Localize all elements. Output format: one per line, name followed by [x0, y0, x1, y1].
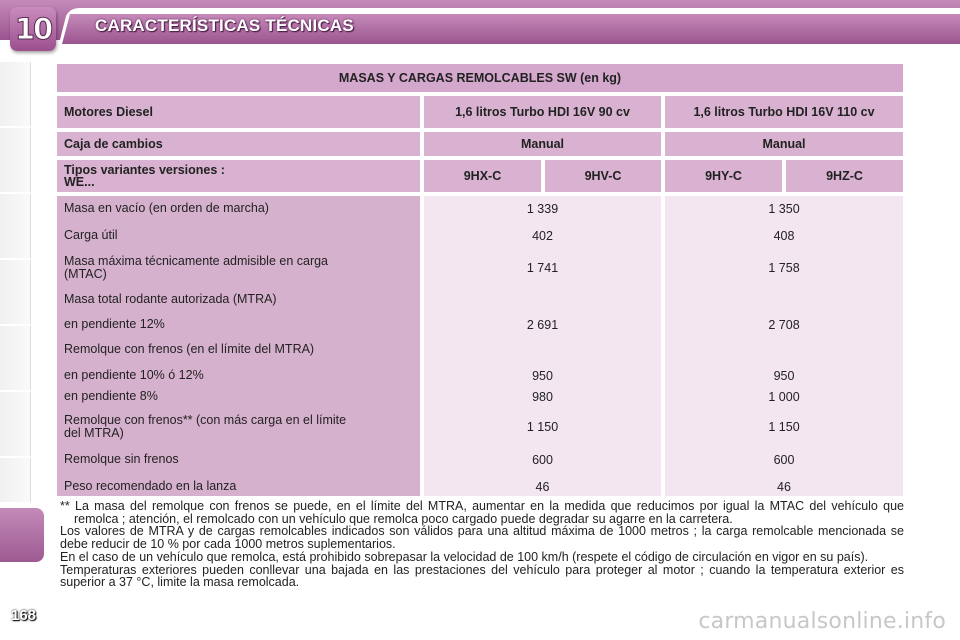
row-value: 408 [773, 229, 795, 243]
row-label: en pendiente 8% [64, 389, 158, 403]
side-tab[interactable] [0, 128, 31, 192]
row-value: 600 [532, 453, 553, 467]
gearbox-label: Caja de cambios [57, 132, 420, 156]
variant-9hz: 9HZ-C [786, 160, 903, 192]
row-value: 1 350 [768, 202, 800, 216]
row-label: Masa total rodante autorizada (MTRA) [64, 292, 277, 306]
engine-90: 1,6 litros Turbo HDI 16V 90 cv [424, 96, 661, 128]
row-value: 1 000 [768, 390, 800, 404]
row-value: 1 150 [768, 420, 800, 434]
row-value: 950 [532, 369, 553, 383]
engine-110: 1,6 litros Turbo HDI 16V 110 cv [665, 96, 903, 128]
row-label: Masa máxima técnicamente admisible en carga (MTAC) [64, 254, 329, 281]
gearbox-2: Manual [665, 132, 903, 156]
row-value: 600 [773, 453, 795, 467]
row-value: 2 691 [526, 318, 559, 332]
gearbox-1: Manual [424, 132, 661, 156]
row-value: 1 741 [526, 261, 559, 275]
side-tab[interactable] [0, 326, 31, 390]
note-paragraph: Los valores de MTRA y de cargas remolcables indicados son válidos para una altitud máxima de 1000 metros ; la carga remolcable mencionada se debe reducir de 10 % por cada 1000 metros suplementarios. [60, 524, 904, 552]
engines-label: Motores Diesel [57, 96, 420, 128]
page-number: 168 [11, 607, 37, 624]
side-tab[interactable] [0, 260, 31, 324]
row-value: 1 758 [768, 261, 800, 275]
row-label: Remolque sin frenos [64, 452, 179, 466]
row-label: Remolque con frenos (en el límite del MTRA) [64, 342, 315, 356]
variants-label: Tipos variantes versiones : WE... [57, 160, 420, 192]
note-paragraph: En el caso de un vehículo que remolca, está prohibido sobrepasar la velocidad de 100 km/h (respete el código de circulación en vigor en su país). [60, 549, 869, 564]
table-title: MASAS Y CARGAS REMOLCABLES SW (en kg) [57, 64, 903, 92]
watermark: carmanualsonline.info [698, 609, 946, 634]
chapter-badge: 10 [10, 7, 56, 51]
side-tab[interactable] [0, 392, 31, 456]
row-value: 980 [532, 390, 553, 404]
variant-9hx: 9HX-C [424, 160, 541, 192]
row-label: en pendiente 12% [64, 317, 165, 331]
row-value: 2 708 [768, 318, 800, 332]
row-value: 1 339 [526, 202, 559, 216]
notes [60, 500, 904, 589]
row-value: 402 [532, 229, 553, 243]
side-tab[interactable] [0, 62, 31, 126]
note-paragraph: Temperaturas exteriores pueden conllevar una bajada en las prestaciones del vehículo para proteger al motor ; cuando la temperatura exterior es superior a 37 °C, limite la masa remolcada. [60, 562, 904, 590]
side-tab[interactable] [0, 194, 31, 258]
row-label: Masa en vacío (en orden de marcha) [64, 201, 269, 215]
row-value: 46 [535, 480, 550, 494]
row-value: 950 [773, 369, 795, 383]
row-value: 1 150 [526, 420, 559, 434]
row-label: en pendiente 10% ó 12% [64, 368, 204, 382]
row-label: Remolque con frenos** (con más carga en el límite del MTRA) [64, 413, 347, 440]
variant-9hv: 9HV-C [545, 160, 661, 192]
side-tab-active[interactable] [0, 508, 44, 562]
row-label: Carga útil [64, 228, 118, 242]
row-value: 46 [777, 480, 791, 494]
row-label: Peso recomendado en la lanza [64, 479, 237, 493]
page-title: CARACTERÍSTICAS TÉCNICAS [95, 16, 354, 35]
variant-9hy: 9HY-C [665, 160, 782, 192]
side-tab[interactable] [0, 458, 31, 502]
footnote: ** La masa del remolque con frenos se puede, en el límite del MTRA, aumentar en la medida que reducimos por igual la MTAC del vehículo que remolca ; atención, el remolcado con un vehículo que remolca poco cargado puede degradar su agarre en la carretera. [60, 499, 904, 526]
